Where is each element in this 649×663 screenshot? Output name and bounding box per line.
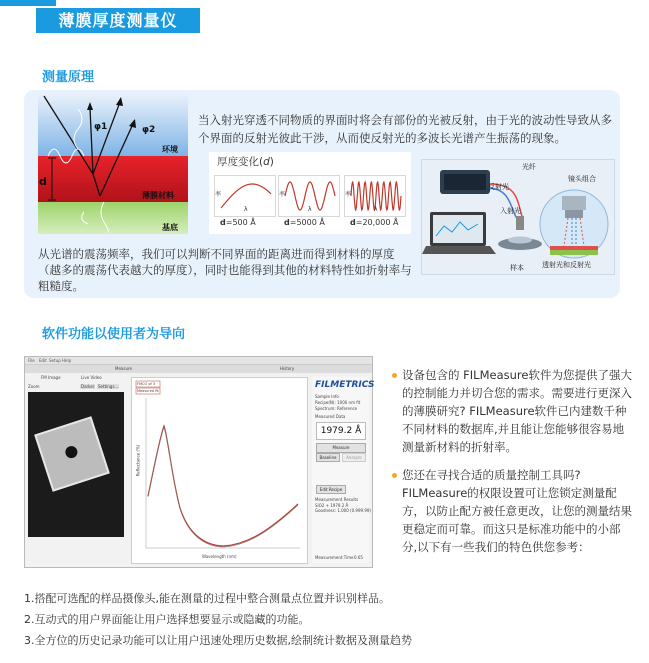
sw-results-line-1: SiO2 + 1979.2 Å <box>315 503 349 508</box>
thickness-d-label: d <box>39 175 47 188</box>
filmetrics-logo: FILMETRICS <box>315 380 375 390</box>
lens-assembly-label: 镜头组合 <box>568 175 596 183</box>
phi2-label: φ2 <box>142 125 156 135</box>
graph-thickness-label-3 <box>350 218 398 227</box>
sw-spectrum-plot <box>131 377 308 564</box>
sw-camera-view <box>28 392 124 537</box>
sw-sample-info-label: Sample Info <box>315 394 339 399</box>
sw-menu-setup[interactable]: Setup <box>49 358 61 363</box>
bullet-item <box>392 366 632 456</box>
page-title: 薄膜厚度测量仪 <box>36 8 200 33</box>
sw-footer-label: Measurement Time <box>315 555 354 560</box>
graph-value: =500 Å <box>225 218 256 227</box>
sw-measured-data-label: Measured Data <box>315 414 346 419</box>
sw-menu-help[interactable]: Help <box>62 358 72 363</box>
sw-baseline-button[interactable]: Baseline <box>316 453 340 462</box>
thickness-title-prefix: 厚度变化( <box>217 156 264 168</box>
graph-thickness-label-1 <box>220 218 256 227</box>
phi1-label: φ1 <box>94 122 108 132</box>
sw-results-line-2: Goodness: 1.000 (0.999.99) <box>315 508 371 513</box>
software-screenshot <box>24 356 373 568</box>
feature-item-1: 1.搭配可选配的样品摄像头,能在测量的过程中整合测量点位置并识别样品。 <box>24 592 390 605</box>
sw-analyze-button[interactable]: Analyze <box>342 453 366 462</box>
graph-y-axis-label: 率 <box>279 191 286 198</box>
sw-recipe-label[interactable]: Recipe(N): 1000 nm fit <box>315 400 361 405</box>
fiber-label: 光纤 <box>522 163 536 171</box>
sw-menu-file[interactable]: File <box>28 358 35 363</box>
bullet-text-1: 设备包含的 FILMeasure软件为您提供了强大的控制能力并切合您的需求。需要进行更深入的薄膜研究? FILMeasure软件已内建数千种不同材料的数据库,并且能让您能够很容易地测量新材料的折射率。 <box>402 368 632 454</box>
sw-edit-recipe-button[interactable]: Edit Recipe <box>316 485 346 494</box>
thickness-title-suffix: ) <box>269 156 274 168</box>
software-heading: 软件功能以使用者为导向 <box>42 327 186 342</box>
sw-x-axis-label: Wavelength (nm) <box>202 554 237 559</box>
thin-film-layer-diagram <box>38 94 188 234</box>
thickness-title-var: d <box>263 156 270 168</box>
feature-item-2: 2.互动式的用户界面能让用户选择想要显示或隐藏的功能。 <box>24 613 310 626</box>
sw-legend-1: FMCO of 3 <box>137 382 156 386</box>
sw-results-label: Measurement Results <box>315 497 359 502</box>
graph-value: =20,000 Å <box>355 218 399 227</box>
bullet-dot-icon <box>392 473 397 478</box>
feature-list <box>24 588 634 651</box>
graph-x-axis-label: λ <box>244 206 248 213</box>
feature-item-3: 3.全方位的历史记录功能可以让用户迅速处理历史数据,绘制统计数据及测量趋势 <box>24 634 412 647</box>
sw-menu-edit[interactable]: Edit <box>39 358 47 363</box>
sample-label: 样本 <box>510 264 524 272</box>
sw-history-tab[interactable]: History <box>280 366 295 371</box>
reflected-light-label: 反射光 <box>488 183 509 191</box>
bullet-text-2: 您还在寻找合适的质量控制工具吗?FILMeasure的权限设置可让您锁定测量配方，以防止配方被任意更改，让您的测量结果更稳定而可靠。而这只是标准功能中的小部分,以下有一些我们的特色供您参考： <box>402 468 632 554</box>
sw-measure-button[interactable]: Measure <box>316 443 366 453</box>
interference-curve-1 <box>221 184 271 208</box>
transmitted-reflected-label: 透射光和反射光 <box>542 261 591 269</box>
graph-y-axis-label: 率 <box>345 191 352 198</box>
sw-cam-tab-image[interactable]: FM Image <box>41 375 61 380</box>
thickness-change-title <box>217 154 274 169</box>
sw-spectrum-label: Spectrum: Reference <box>315 406 358 411</box>
sw-footer-value: 0.65 <box>354 555 363 560</box>
measurement-setup-illustration <box>421 159 615 275</box>
principle-result-text: 从光谱的震荡频率，我们可以判断不同界面的距离进而得到材料的厚度（越多的震荡代表越大的厚度），同时也能得到其他的材料特性如折射率与粗糙度。 <box>38 247 412 293</box>
sw-right-panel <box>312 377 375 563</box>
top-accent-bar <box>0 0 56 6</box>
graph-thickness-label-2 <box>284 218 325 227</box>
sw-zoom-label: Zoom <box>28 384 40 389</box>
sw-measured-value: 1979.2 Å <box>316 422 366 440</box>
film-label: 薄膜材料 <box>142 191 174 200</box>
graph-var: d <box>350 218 356 227</box>
sw-legend-2: Measured fit <box>137 389 159 393</box>
sw-measure-tab[interactable]: Measure <box>115 366 132 371</box>
graph-value: =5000 Å <box>289 218 325 227</box>
env-label: 环境 <box>162 145 178 154</box>
principle-heading: 测量原理 <box>42 70 95 85</box>
graph-x-axis-label: λ <box>374 206 378 213</box>
sw-darker-button[interactable]: Darker <box>81 384 95 389</box>
sw-y-axis-label: Reflectance (%) <box>135 444 141 477</box>
sw-settings-button[interactable]: Settings... <box>98 384 119 389</box>
bullet-item <box>392 466 632 556</box>
incident-light-label: 入射光 <box>500 207 521 215</box>
graph-var: d <box>284 218 290 227</box>
graph-y-axis-label: 率 <box>215 191 222 198</box>
software-bullet-list <box>392 366 632 566</box>
sw-cam-tab-live[interactable]: Live Video <box>81 375 102 380</box>
graph-var: d <box>220 218 226 227</box>
principle-intro-text: 当入射光穿透不同物质的界面时将会有部份的光被反射，由于光的波动性导致从多个界面的反射光彼此干涉，从而使反射光的多波长光谱产生振荡的现象。 <box>198 113 612 145</box>
substrate-label: 基底 <box>162 223 178 232</box>
graph-x-axis-label: λ <box>308 206 312 213</box>
bullet-dot-icon <box>392 373 397 378</box>
